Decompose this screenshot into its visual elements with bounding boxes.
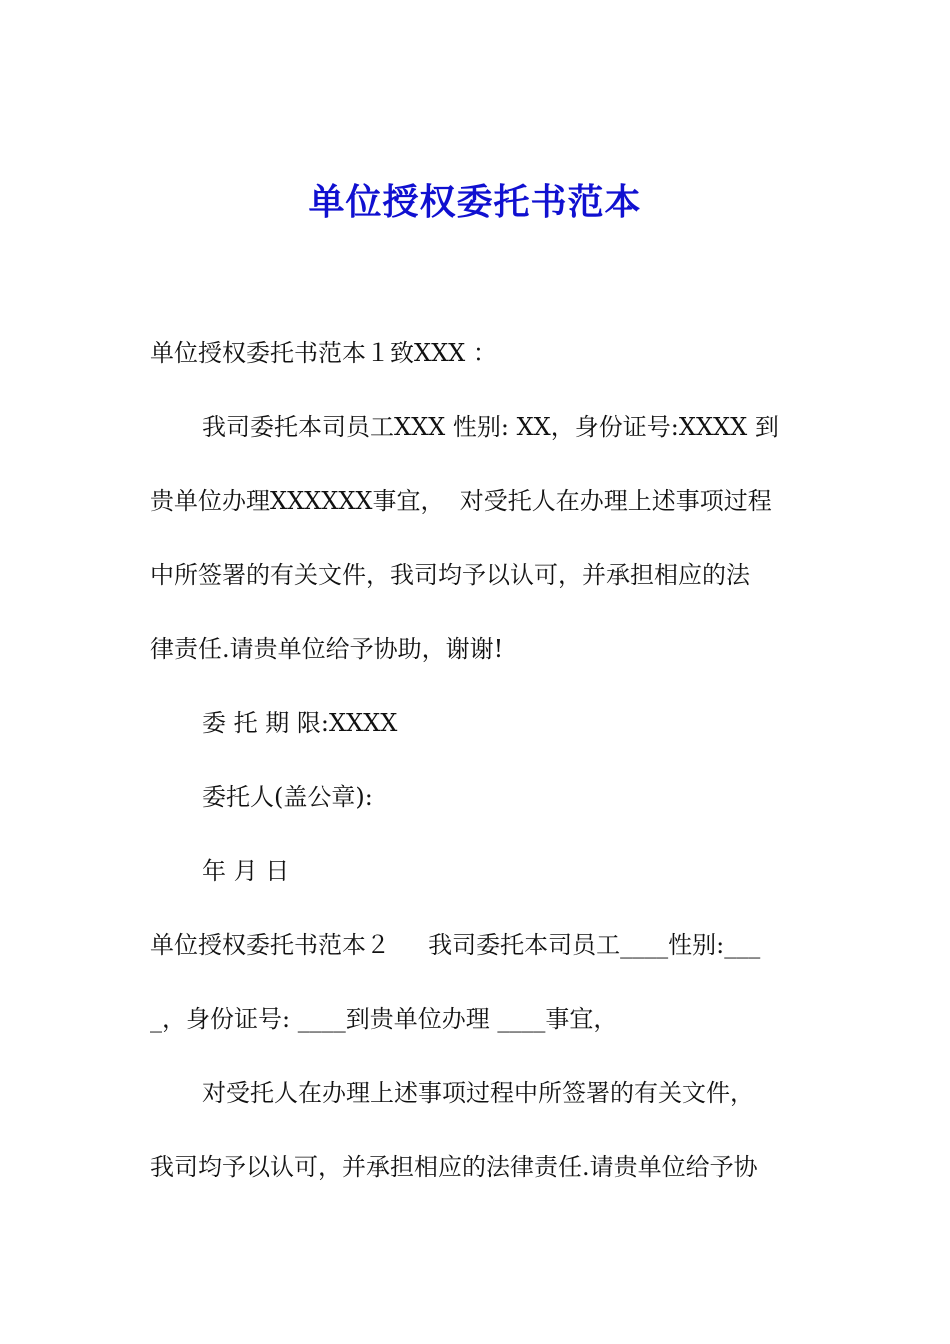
paragraph-line-9: 单位授权委托书范本２ 我司委托本司员工____性别:___ [150,931,761,959]
date-line: 年 月 日 [202,857,290,885]
paragraph-line-10: _，身份证号: ____到贵单位办理 ____事宜， [150,1005,618,1033]
paragraph-line-4: 中所签署的有关文件，我司均予以认可，并承担相应的法 [150,561,750,589]
paragraph-line-5: 律责任.请贵单位给予协助，谢谢! [150,635,504,663]
document-title: 单位授权委托书范本 [308,181,642,223]
paragraph-line-1: 单位授权委托书范本１致XXX ： [150,339,497,367]
paragraph-line-3: 贵单位办理XXXXXX事宜， 对受托人在办理上述事项过程 [150,487,772,515]
principal-seal-line: 委托人(盖公章): [202,783,373,811]
delegation-period-line: 委 托 期 限:XXXX [202,709,398,737]
paragraph-line-12: 我司均予以认可，并承担相应的法律责任.请贵单位给予协 [150,1153,758,1181]
paragraph-line-2: 我司委托本司员工XXX 性别: XX，身份证号:XXXX 到 [202,413,779,441]
paragraph-line-11: 对受托人在办理上述事项过程中所签署的有关文件， [202,1079,754,1107]
